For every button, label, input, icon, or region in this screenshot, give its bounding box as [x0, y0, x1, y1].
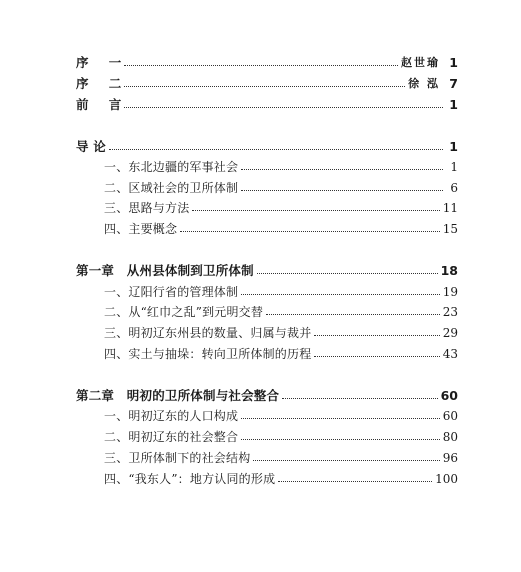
toc-section-label: 二、明初辽东的社会整合 [104, 430, 239, 444]
toc-section[interactable] [104, 178, 458, 198]
leader-dots [278, 481, 432, 482]
toc-entry-page: 6 [450, 181, 458, 195]
toc-chapter-1[interactable] [76, 261, 458, 281]
leader-dots [241, 190, 443, 191]
toc-chapter-title: 第二章 明初的卫所体制与社会整合 [76, 388, 280, 403]
leader-dots [124, 65, 398, 66]
leader-dots [241, 439, 440, 440]
toc-section-label: 一、辽阳行省的管理体制 [104, 285, 239, 299]
toc-section[interactable] [104, 219, 458, 239]
toc-entry-label: 序 二 [76, 76, 122, 91]
toc-section-label: 四、“我东人”：地方认同的形成 [104, 472, 276, 486]
toc-chapter-title: 第一章 从州县体制到卫所体制 [76, 263, 254, 278]
toc-entry-foreword[interactable] [76, 95, 458, 115]
toc-entry-author: 徐 泓 [408, 77, 440, 90]
leader-dots [314, 356, 439, 357]
leader-dots [282, 398, 437, 399]
leader-dots [253, 460, 439, 461]
toc-entry-author: 赵世瑜 [401, 56, 440, 69]
leader-dots [257, 273, 438, 274]
toc-entry-page: 60 [440, 388, 458, 403]
toc-entry-label: 前 言 [76, 97, 122, 112]
toc-entry-page: 60 [442, 409, 458, 423]
toc-entry-preface-1[interactable] [76, 53, 458, 73]
toc-entry-page: 1 [449, 55, 458, 70]
toc-section-label: 四、实土与抽垛：转向卫所体制的历程 [104, 347, 312, 361]
leader-dots [314, 335, 439, 336]
toc-entry-page: 18 [440, 263, 458, 278]
toc-entry-page: 43 [442, 347, 458, 361]
leader-dots [241, 294, 440, 295]
toc-entry-page: 1 [449, 97, 458, 112]
toc-section[interactable] [104, 323, 458, 343]
leader-dots [192, 210, 439, 211]
toc-chapter-introduction[interactable] [76, 137, 458, 157]
toc-entry-preface-2[interactable] [76, 74, 458, 94]
toc-section[interactable] [104, 427, 458, 447]
toc-entry-page: 1 [449, 139, 458, 154]
toc-entry-page: 100 [435, 472, 458, 486]
toc-entry-page: 19 [442, 285, 458, 299]
leader-dots [266, 314, 440, 315]
toc-section[interactable] [104, 469, 458, 489]
toc-section-label: 三、思路与方法 [104, 201, 190, 215]
leader-dots [124, 86, 405, 87]
toc-entry-page: 96 [442, 451, 458, 465]
toc-section[interactable] [104, 198, 458, 218]
toc-section-label: 一、东北边疆的军事社会 [104, 160, 239, 174]
toc-entry-page: 1 [450, 160, 458, 174]
leader-dots [180, 231, 440, 232]
toc-section-label: 二、从“红巾之乱”到元明交替 [104, 305, 264, 319]
toc-entry-page: 15 [442, 222, 458, 236]
toc-chapter-title: 导 论 [76, 139, 106, 154]
toc-entry-label: 序 一 [76, 55, 122, 70]
toc-section[interactable] [104, 448, 458, 468]
toc-entry-page: 80 [442, 430, 458, 444]
toc-section-label: 一、明初辽东的人口构成 [104, 409, 239, 423]
toc-entry-page: 7 [449, 76, 458, 91]
toc-section-label: 三、卫所体制下的社会结构 [104, 451, 251, 465]
toc-section[interactable] [104, 344, 458, 364]
toc-section-label: 四、主要概念 [104, 222, 178, 236]
leader-dots [124, 107, 443, 108]
leader-dots [109, 149, 443, 150]
toc-section[interactable] [104, 406, 458, 426]
toc-section-label: 二、区域社会的卫所体制 [104, 181, 239, 195]
toc-chapter-2[interactable] [76, 386, 458, 406]
toc-section[interactable] [104, 157, 458, 177]
toc-section[interactable] [104, 282, 458, 302]
leader-dots [241, 418, 440, 419]
toc-section[interactable] [104, 302, 458, 322]
toc-section-label: 三、明初辽东州县的数量、归属与裁并 [104, 326, 312, 340]
toc-entry-page: 11 [442, 201, 458, 215]
toc-entry-page: 29 [442, 326, 458, 340]
leader-dots [241, 169, 443, 170]
toc-entry-page: 23 [442, 305, 458, 319]
